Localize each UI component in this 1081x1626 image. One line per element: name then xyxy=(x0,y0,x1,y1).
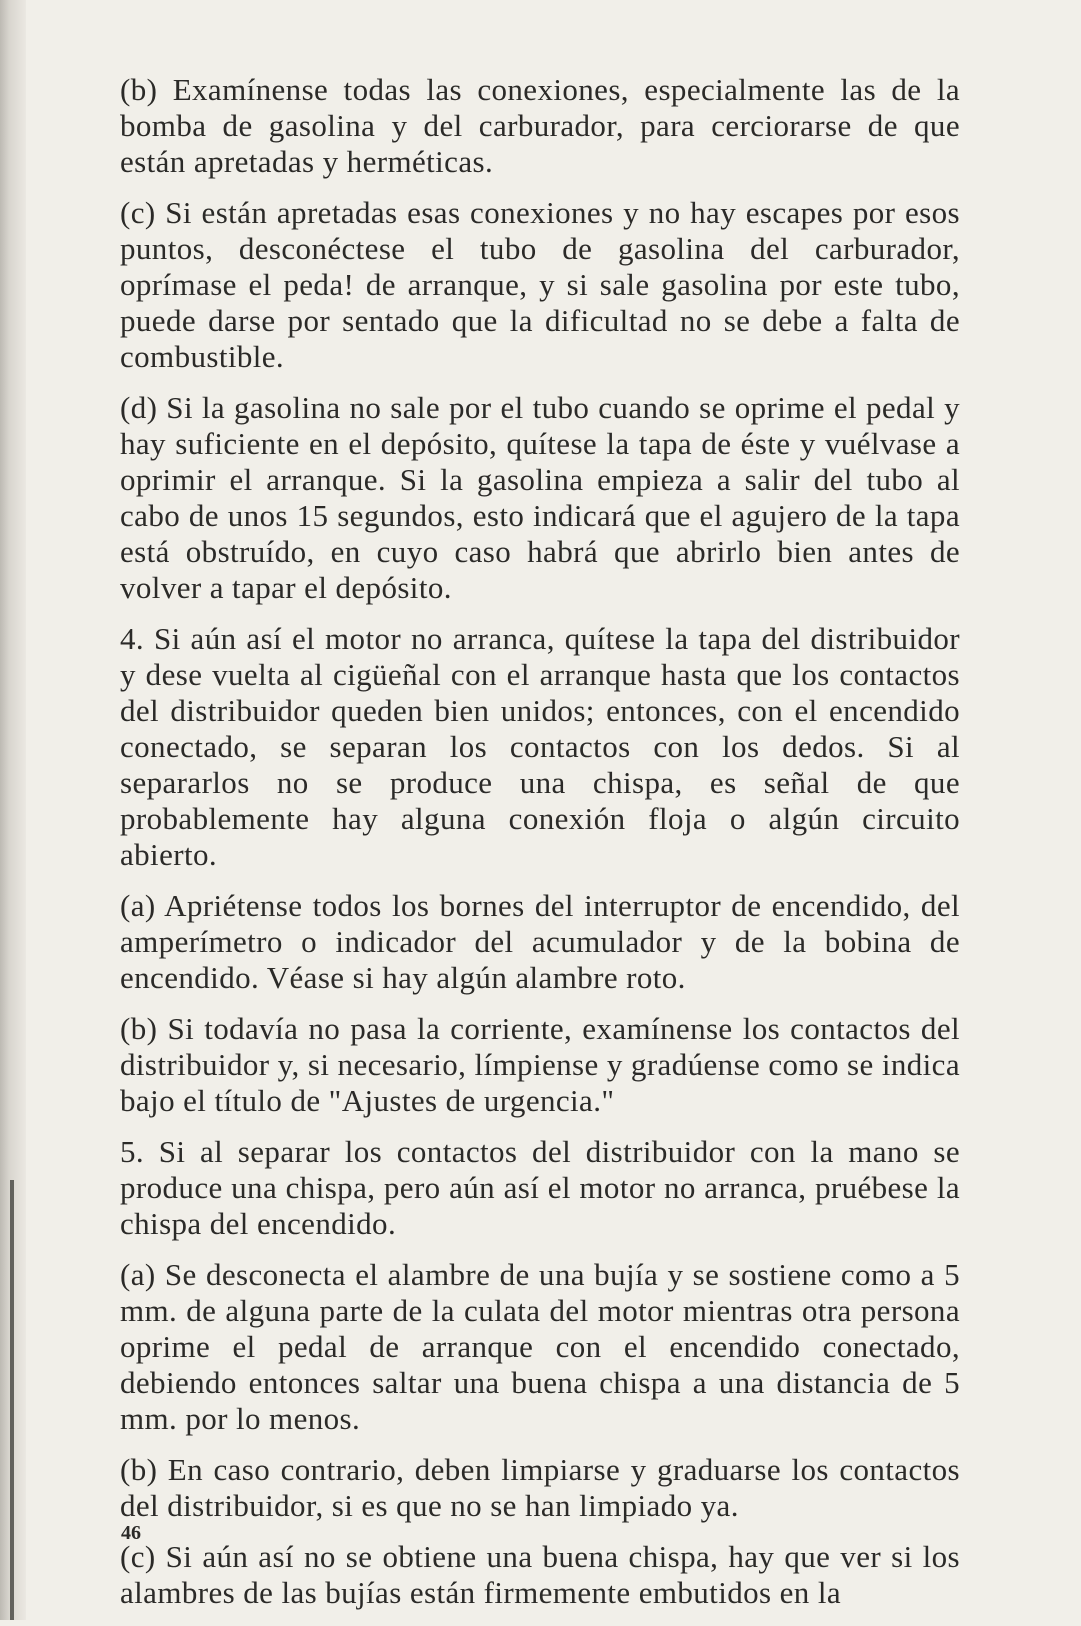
paragraph-4-distribuidor: 4. Si aún así el motor no arranca, quítese la tapa del distribuidor y dese vuelta al cigüeñal con el arranque hasta que los contactos del distribuidor queden bien unidos; entonces, con el encendido conectado, se separan los contactos con los dedos. Si al separarlos no se produce una chispa, es señal de que probablemente hay alguna conexión floja o algún circuito abierto. xyxy=(120,621,960,872)
paragraph-d-deposito: (d) Si la gasolina no sale por el tubo cuando se oprime el pedal y hay suficiente en el depósito, quítese la tapa de éste y vuélvase a oprimir el arranque. Si la gasolina empieza a salir del tubo al cabo de unos 15 segundos, esto indicará que el agujero de la tapa está obstruído, en cuyo caso habrá que abrirlo bien antes de volver a tapar el depósito. xyxy=(120,390,960,605)
page-body xyxy=(120,72,960,1626)
paragraph-b-corriente: (b) Si todavía no pasa la corriente, examínense los contactos del distribuidor y, si necesario, límpiense y gradúense como se indica bajo el título de "Ajustes de urgencia." xyxy=(120,1011,960,1118)
book-binding-edge xyxy=(10,1180,14,1620)
paragraph-c-escapes: (c) Si están apretadas esas conexiones y no hay escapes por esos puntos, desconéctese el tubo de gasolina del carburador, oprímase el peda! de arranque, y si sale gasolina por este tubo, puede darse por sentado que la dificultad no se debe a falta de combustible. xyxy=(120,195,960,374)
paragraph-a-bornes: (a) Apriétense todos los bornes del interruptor de encendido, del amperímetro o indicador del acumulador y de la bobina de encendido. Véase si hay algún alambre roto. xyxy=(120,888,960,995)
paragraph-c-alambres: (c) Si aún así no se obtiene una buena chispa, hay que ver si los alambres de las bujías están firmemente embutidos en la xyxy=(120,1539,960,1610)
page-number: 46 xyxy=(121,1522,141,1544)
paragraph-a-bujia: (a) Se desconecta el alambre de una bujía y se sostiene como a 5 mm. de alguna parte de la culata del motor mientras otra persona oprime el pedal de arranque con el encendido conectado, debiendo entonces saltar una buena chispa a una distancia de 5 mm. por lo menos. xyxy=(120,1257,960,1436)
paragraph-b-conexiones: (b) Examínense todas las conexiones, especialmente las de la bomba de gasolina y del carburador, para cerciorarse de que están apretadas y herméticas. xyxy=(120,72,960,179)
paragraph-b-caso-contrario: (b) En caso contrario, deben limpiarse y graduarse los contactos del distribuidor, si es que no se han limpiado ya. xyxy=(120,1452,960,1523)
paragraph-5-chispa: 5. Si al separar los contactos del distribuidor con la mano se produce una chispa, pero aún así el motor no arranca, pruébese la chispa del encendido. xyxy=(120,1134,960,1241)
